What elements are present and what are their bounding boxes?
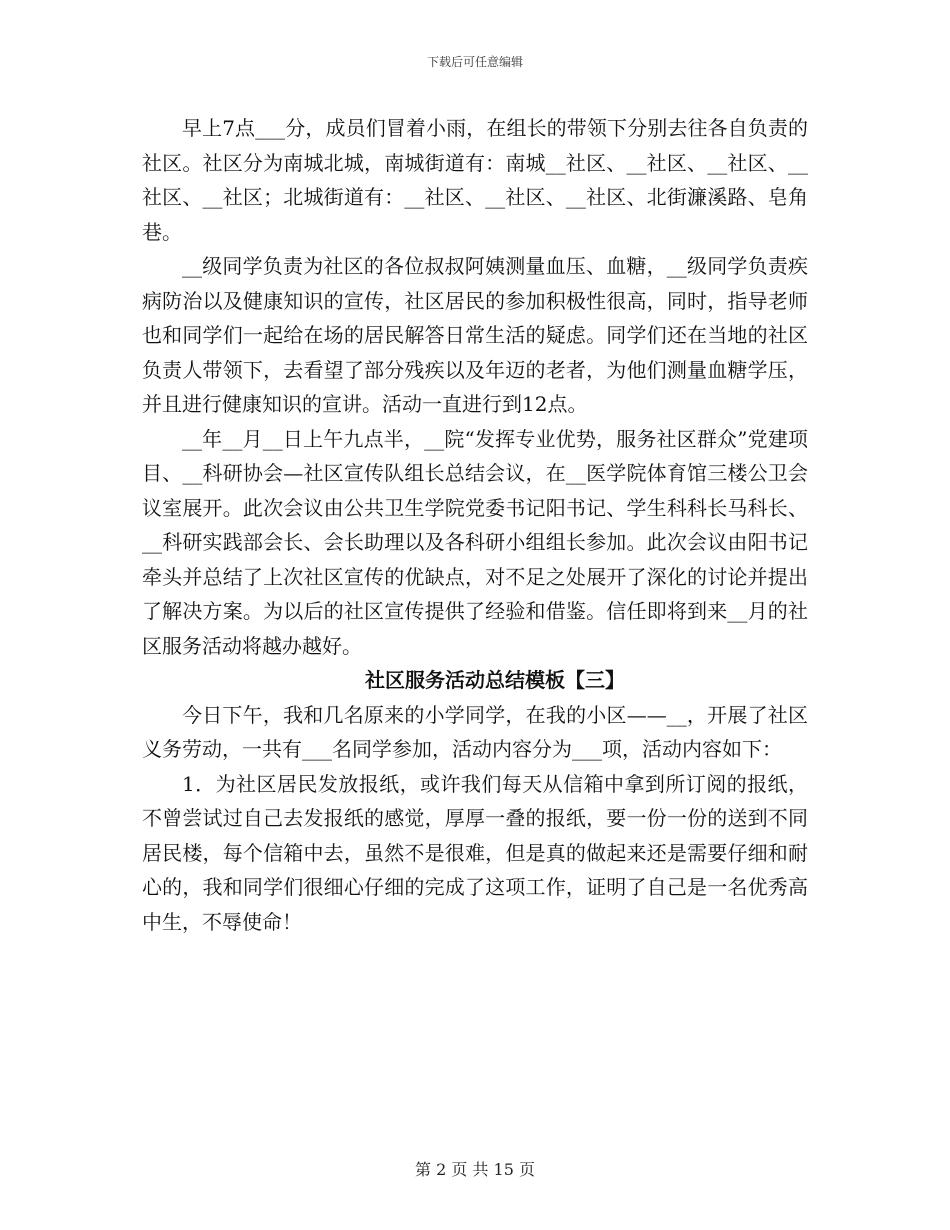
page-header-note: 下载后可任意编辑 (426, 55, 523, 69)
paragraph-volunteer-intro: 今日下午，我和几名原来的小学同学，在我的小区——__，开展了社区义务劳动，一共有___名同学参加，活动内容分为___项，活动内容如下： (142, 702, 808, 761)
document-body (142, 111, 808, 939)
section-title: 社区服务活动总结模板【三】 (365, 668, 625, 692)
paragraph-newspaper-delivery: 1．为社区居民发放报纸，或许我们每天从信箱中拿到所订阅的报纸，不曾尝试过自己去发报纸的感觉，厚厚一叠的报纸，要一份一份的送到不同居民楼，每个信箱中去，虽然不是很难，但是真的做起来还是需要仔细和耐心的，我和同学们很细心仔细的完成了这项工作，证明了自己是一名优秀高中生，不辱使命！ (142, 771, 808, 934)
paragraph-morning-departure: 早上7点___分，成员们冒着小雨，在组长的带领下分别去往各自负责的社区。社区分为南城北城，南城街道有：南城__社区、__社区、__社区、__社区、__社区；北城街道有：__社区、__社区、__社区、北街濂溪路、皂角巷。 (142, 116, 808, 244)
page-number: 第 2 页 共 15 页 (415, 1160, 535, 1179)
paragraph-health-check: __级同学负责为社区的各位叔叔阿姨测量血压、血糖，__级同学负责疾病防治以及健康知识的宣传，社区居民的参加积极性很高，同时，指导老师也和同学们一起给在场的居民解答日常生活的疑虑。同学们还在当地的社区负责人带领下，去看望了部分残疾以及年迈的老者，为他们测量血糖学压，并且进行健康知识的宣讲。活动一直进行到12点。 (142, 254, 808, 416)
paragraph-summary-meeting: __年__月__日上午九点半，__院“发挥专业优势，服务社区群众”党建项目、__科研协会—社区宣传队组长总结会议，在__医学院体育馆三楼公卫会议室展开。此次会议由公共卫生学院党委书记阳书记、学生科科长马科长、__科研实践部会长、会长助理以及各科研小组组长参加。此次会议由阳书记牵头并总结了上次社区宣传的优缺点，对不足之处展开了深化的讨论并提出了解决方案。为以后的社区宣传提供了经验和借鉴。信任即将到来__月的社区服务活动将越办越好。 (142, 426, 808, 658)
